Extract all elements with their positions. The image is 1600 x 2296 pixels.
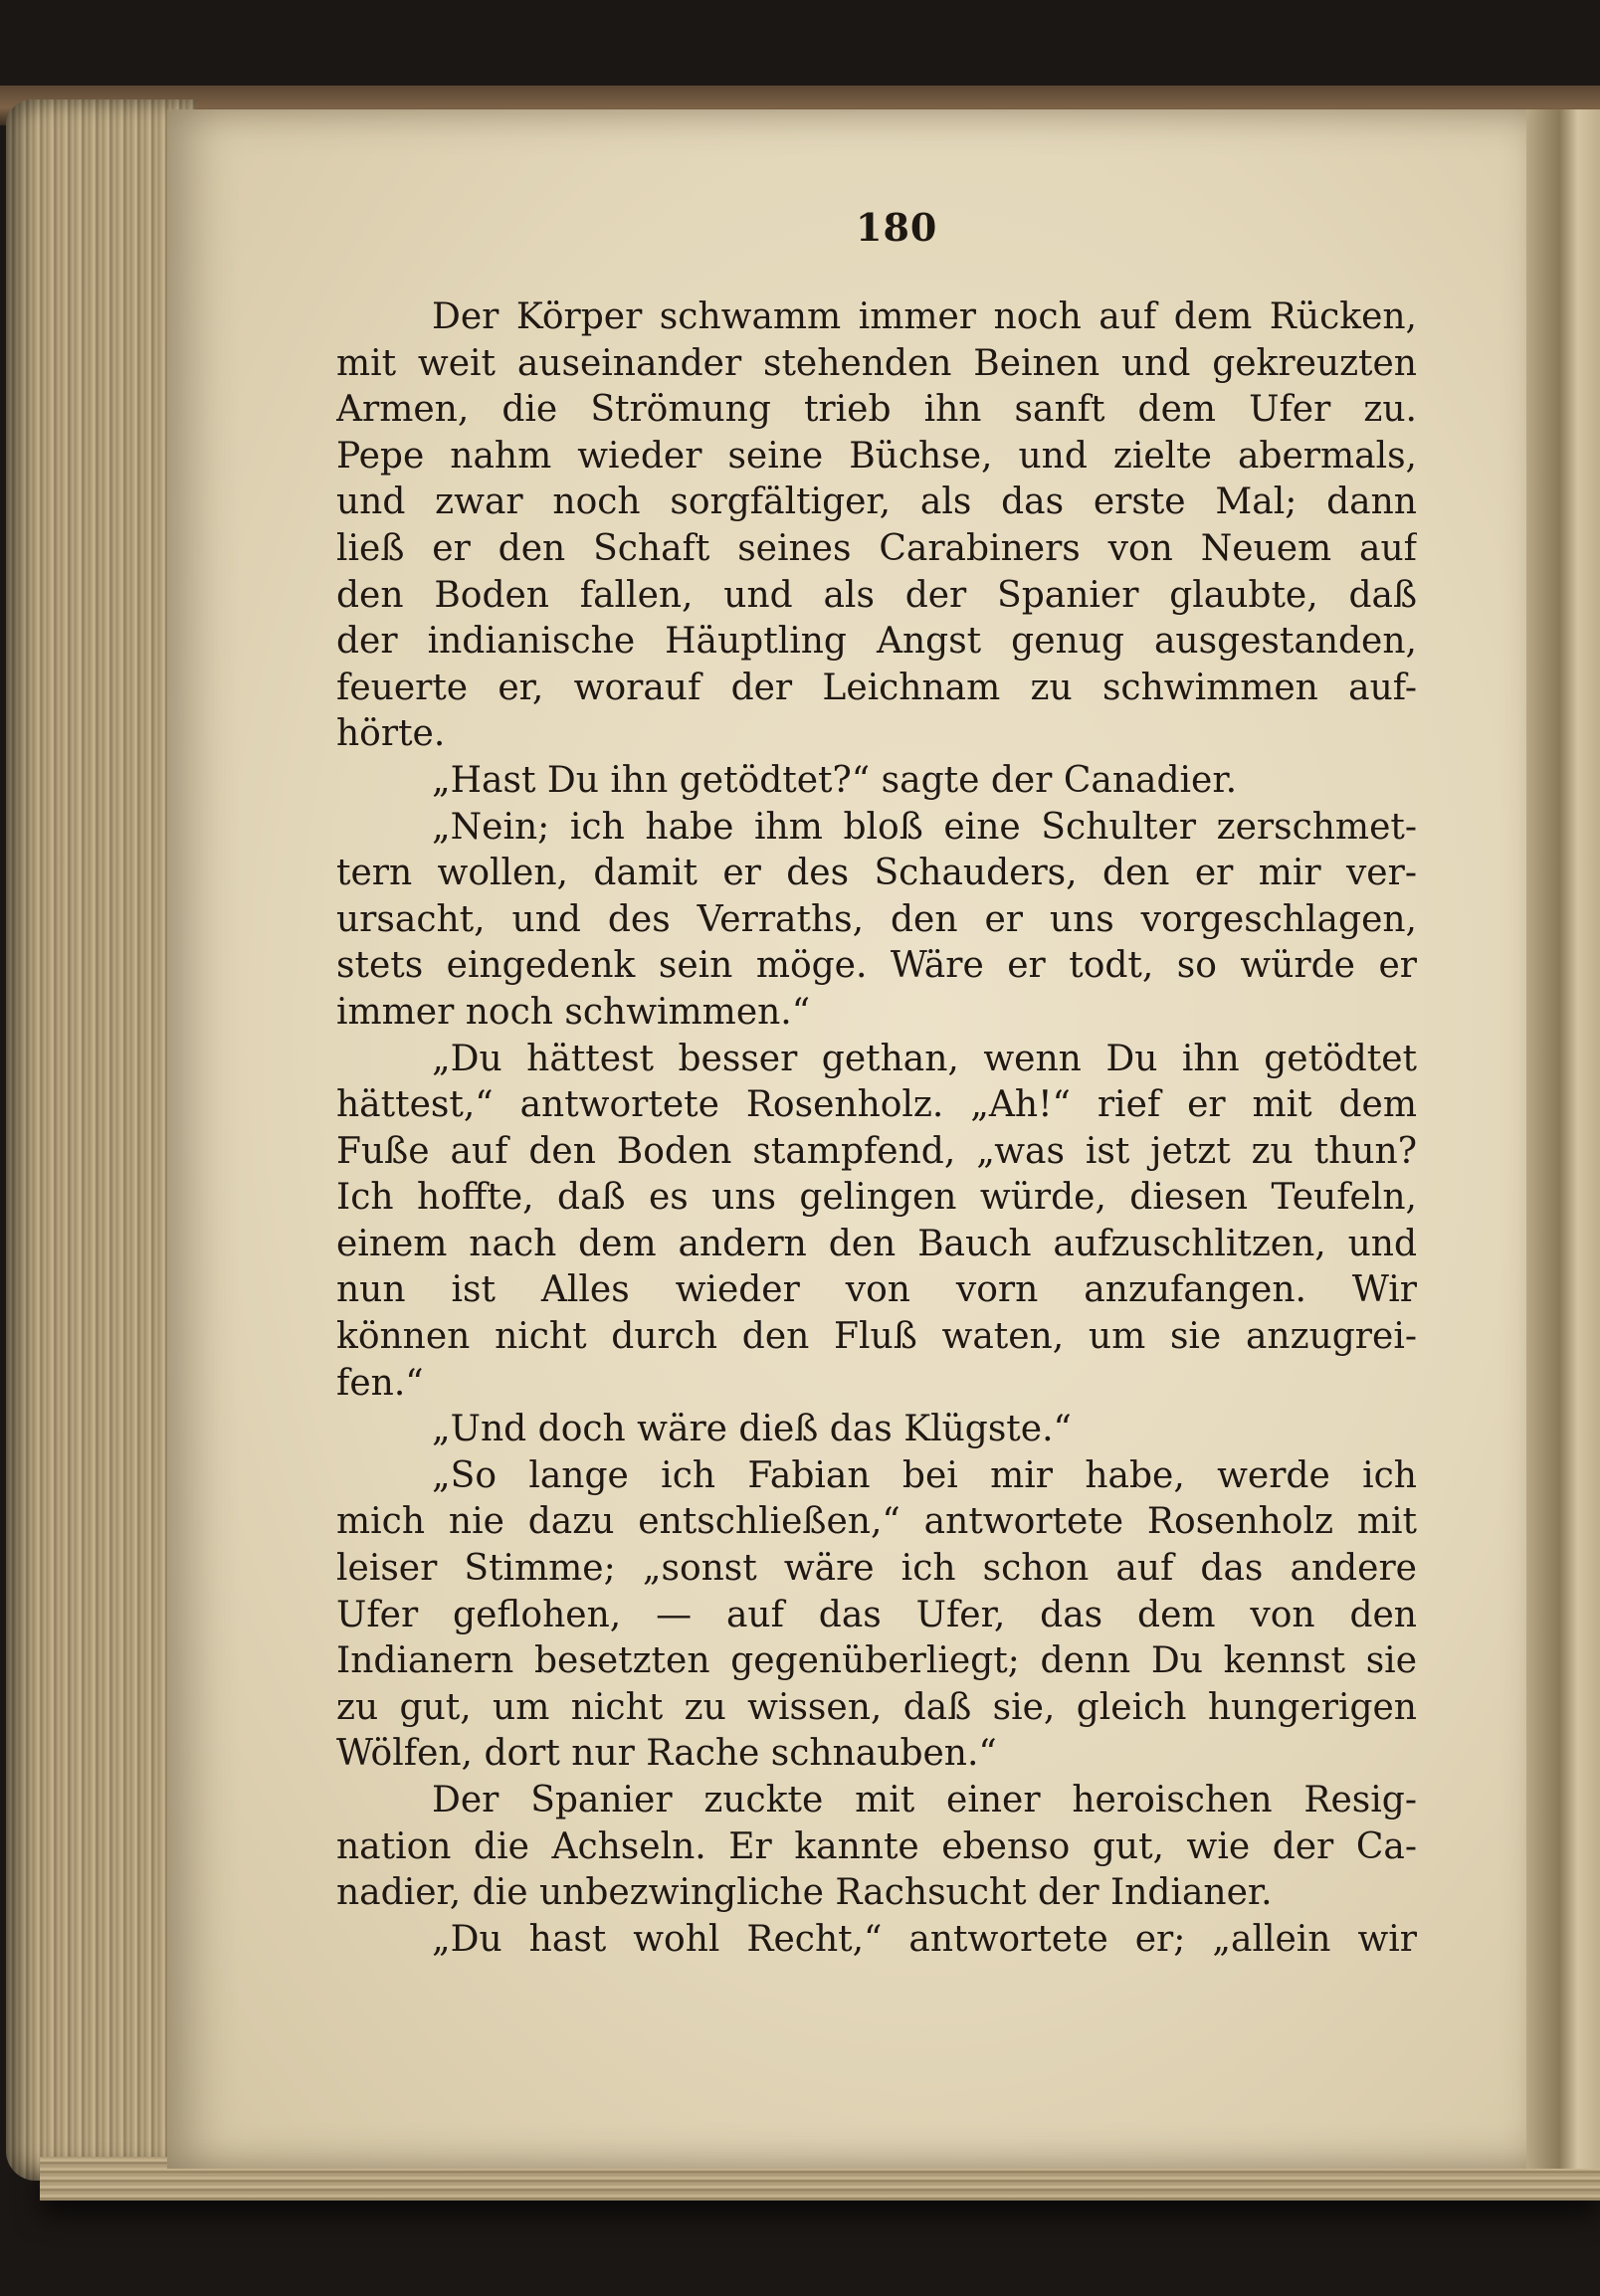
text-line: und zwar noch sorgfältiger, als das erste Mal; dann [336,481,1417,523]
text-line: Ich hoffte, daß es uns gelingen würde, diesen Teufeln, [336,1177,1417,1219]
text-line: nadier, die unbezwingliche Rachsucht der Indianer. [336,1872,1273,1914]
page-number: 180 [856,205,938,250]
text-line: „Nein; ich habe ihm bloß eine Schulter zerschmet- [432,806,1417,848]
text-line: zu gut, um nicht zu wissen, daß sie, gleich hungerigen [336,1686,1417,1728]
text-line: Der Körper schwamm immer noch auf dem Rücken, [432,296,1417,337]
text-line: Armen, die Strömung trieb ihn sanft dem Ufer zu. [336,389,1417,431]
text-line: ursacht, und des Verraths, den er uns vorgeschlagen, [336,898,1417,940]
text-line: tern wollen, damit er des Schauders, den er mir ver- [336,853,1417,894]
text-line: mit weit auseinander stehenden Beinen und gekreuzten [336,342,1417,384]
text-line: Fuße auf den Boden stampfend, „was ist jetzt zu thun? [336,1130,1417,1172]
text-line: Wölfen, dort nur Rache schnauben.“ [336,1733,997,1775]
text-line: „Und doch wäre dieß das Klügste.“ [432,1409,1072,1450]
text-line: einem nach dem andern den Bauch aufzuschlitzen, und [336,1223,1417,1264]
text-line: nation die Achseln. Er kannte ebenso gut, wie der Ca- [336,1825,1417,1867]
text-line: „Du hättest besser gethan, wenn Du ihn getödtet [432,1038,1417,1079]
text-line: Pepe nahm wieder seine Büchse, und zielte abermals, [336,435,1417,477]
text-line: der indianische Häuptling Angst genug ausgestanden, [336,621,1417,663]
text-line: den Boden fallen, und als der Spanier glaubte, daß [336,574,1417,616]
text-line: Der Spanier zuckte mit einer heroischen Resig- [432,1780,1417,1820]
text-line: stets eingedenk sein möge. Wäre er todt, so würde er [336,945,1417,987]
page-text [336,294,1417,1963]
text-line: hättest,“ antwortete Rosenholz. „Ah!“ rief er mit dem [336,1084,1417,1126]
text-line: „Du hast wohl Recht,“ antwortete er; „allein wir [432,1918,1417,1960]
text-line: fen.“ [336,1362,424,1404]
text-line: nun ist Alles wieder von vorn anzufangen. Wir [336,1269,1417,1311]
text-line: „So lange ich Fabian bei mir habe, werde ich [432,1454,1417,1496]
text-line: mich nie dazu entschließen,“ antwortete Rosenholz mit [336,1501,1417,1543]
text-line: ließ er den Schaft seines Carabiners von Neuem auf [336,527,1417,569]
book-gutter [1526,109,1600,2169]
text-line: hörte. [336,713,446,755]
text-line: Indianern besetzten gegenüberliegt; denn Du kennst sie [336,1640,1417,1682]
text-line: feuerte er, worauf der Leichnam zu schwimmen auf- [336,667,1417,708]
text-line: können nicht durch den Fluß waten, um sie anzugrei- [336,1316,1417,1358]
text-line: immer noch schwimmen.“ [336,991,811,1033]
text-line: leiser Stimme; „sonst wäre ich schon auf das andere [336,1548,1417,1590]
text-line: Ufer geflohen, — auf das Ufer, das dem von den [336,1594,1417,1635]
text-line: „Hast Du ihn getödtet?“ sagte der Canadier. [432,759,1238,801]
